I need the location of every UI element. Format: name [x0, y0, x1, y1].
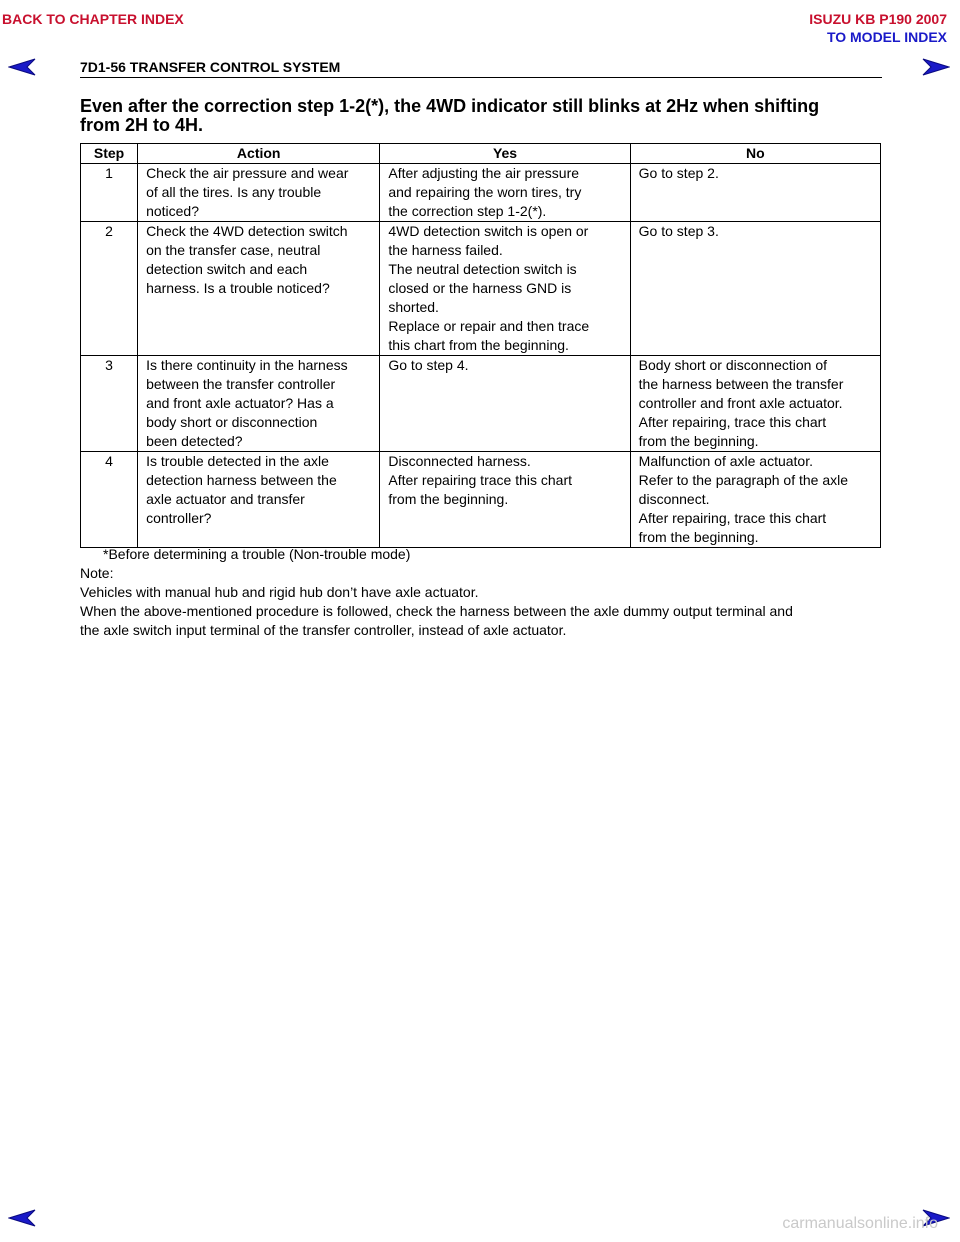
- back-to-chapter-index-link[interactable]: BACK TO CHAPTER INDEX: [2, 11, 184, 27]
- action-cell: [138, 164, 380, 222]
- note-label: Note:: [80, 565, 114, 581]
- page-header: 7D1-56 TRANSFER CONTROL SYSTEM: [80, 59, 341, 75]
- no-text-line: After repairing, trace this chart: [638, 510, 827, 526]
- yes-text-line: this chart from the beginning.: [388, 337, 569, 353]
- no-text-line: from the beginning.: [638, 433, 759, 449]
- yes-text-line: Go to step 4.: [388, 357, 469, 373]
- no-text-line: After repairing, trace this chart: [638, 414, 827, 430]
- heading-line: from 2H to 4H.: [80, 115, 204, 135]
- note-line: the axle switch input terminal of the transfer controller, instead of axle actuator.: [80, 622, 567, 638]
- action-text-line: axle actuator and transfer: [146, 491, 305, 507]
- action-text-line: detection harness between the: [146, 472, 337, 488]
- notes-block: [80, 564, 885, 640]
- note-line: Vehicles with manual hub and rigid hub don’t have axle actuator.: [80, 584, 479, 600]
- yes-text-line: from the beginning.: [388, 491, 509, 507]
- yes-cell: [380, 356, 630, 452]
- action-cell: [138, 356, 380, 452]
- no-text-line: from the beginning.: [638, 529, 759, 545]
- yes-cell: [380, 222, 630, 356]
- no-cell: [630, 452, 880, 548]
- yes-text-line: After repairing trace this chart: [388, 472, 572, 488]
- no-text-line: controller and front axle actuator.: [638, 395, 843, 411]
- no-text-line: Body short or disconnection of: [638, 357, 828, 373]
- step-number: 2: [81, 222, 138, 356]
- yes-text-line: After adjusting the air pressure: [388, 165, 580, 181]
- table-row: [81, 356, 881, 452]
- note-line: When the above-mentioned procedure is followed, check the harness between the axle dummy output terminal and: [80, 603, 793, 619]
- header-divider: [80, 77, 882, 78]
- yes-text-line: Replace or repair and then trace: [388, 318, 590, 334]
- left-arrow-icon[interactable]: [8, 57, 36, 77]
- model-title: ISUZU KB P190 2007: [809, 11, 947, 27]
- footnote: *Before determining a trouble (Non-trouble mode): [103, 546, 411, 562]
- diagnostic-table: [80, 143, 881, 548]
- left-arrow-icon[interactable]: [8, 1208, 36, 1228]
- action-text-line: Is there continuity in the harness: [146, 357, 348, 373]
- action-text-line: noticed?: [146, 203, 199, 219]
- action-text-line: Check the 4WD detection switch: [146, 223, 348, 239]
- yes-text-line: and repairing the worn tires, try: [388, 184, 582, 200]
- section-heading: [80, 97, 880, 135]
- action-text-line: of all the tires. Is any trouble: [146, 184, 322, 200]
- table-body: [81, 164, 881, 548]
- yes-text-line: the correction step 1-2(*).: [388, 203, 547, 219]
- yes-text-line: The neutral detection switch is: [388, 261, 577, 277]
- no-text-line: disconnect.: [638, 491, 710, 507]
- yes-text-line: Disconnected harness.: [388, 453, 531, 469]
- right-arrow-icon[interactable]: [922, 57, 950, 77]
- no-cell: [630, 222, 880, 356]
- no-text-line: Malfunction of axle actuator.: [638, 453, 813, 469]
- column-header-step: Step: [81, 144, 138, 164]
- action-text-line: detection switch and each: [146, 261, 308, 277]
- step-number: 1: [81, 164, 138, 222]
- action-text-line: controller?: [146, 510, 212, 526]
- column-header-action: Action: [138, 144, 380, 164]
- action-cell: [138, 452, 380, 548]
- action-text-line: Check the air pressure and wear: [146, 165, 349, 181]
- yes-cell: [380, 164, 630, 222]
- action-text-line: Is trouble detected in the axle: [146, 453, 329, 469]
- column-header-yes: Yes: [380, 144, 630, 164]
- action-cell: [138, 222, 380, 356]
- yes-text-line: 4WD detection switch is open or: [388, 223, 589, 239]
- table-header-row: [81, 144, 881, 164]
- yes-cell: [380, 452, 630, 548]
- heading-line: Even after the correction step 1-2(*), the 4WD indicator still blinks at 2Hz when shifting: [80, 96, 820, 116]
- table-row: [81, 164, 881, 222]
- yes-text-line: closed or the harness GND is: [388, 280, 572, 296]
- action-text-line: between the transfer controller: [146, 376, 336, 392]
- to-model-index-link[interactable]: TO MODEL INDEX: [826, 29, 947, 45]
- action-text-line: and front axle actuator? Has a: [146, 395, 334, 411]
- step-number: 4: [81, 452, 138, 548]
- no-text-line: Go to step 2.: [638, 165, 719, 181]
- yes-text-line: the harness failed.: [388, 242, 503, 258]
- step-number: 3: [81, 356, 138, 452]
- no-text-line: the harness between the transfer: [638, 376, 844, 392]
- action-text-line: harness. Is a trouble noticed?: [146, 280, 330, 296]
- table-row: [81, 222, 881, 356]
- no-cell: [630, 164, 880, 222]
- action-text-line: on the transfer case, neutral: [146, 242, 321, 258]
- action-text-line: been detected?: [146, 433, 243, 449]
- no-cell: [630, 356, 880, 452]
- no-text-line: Go to step 3.: [638, 223, 719, 239]
- table-row: [81, 452, 881, 548]
- watermark: carmanualsonline.info: [782, 1215, 938, 1232]
- column-header-no: No: [630, 144, 880, 164]
- yes-text-line: shorted.: [388, 299, 439, 315]
- action-text-line: body short or disconnection: [146, 414, 318, 430]
- no-text-line: Refer to the paragraph of the axle: [638, 472, 849, 488]
